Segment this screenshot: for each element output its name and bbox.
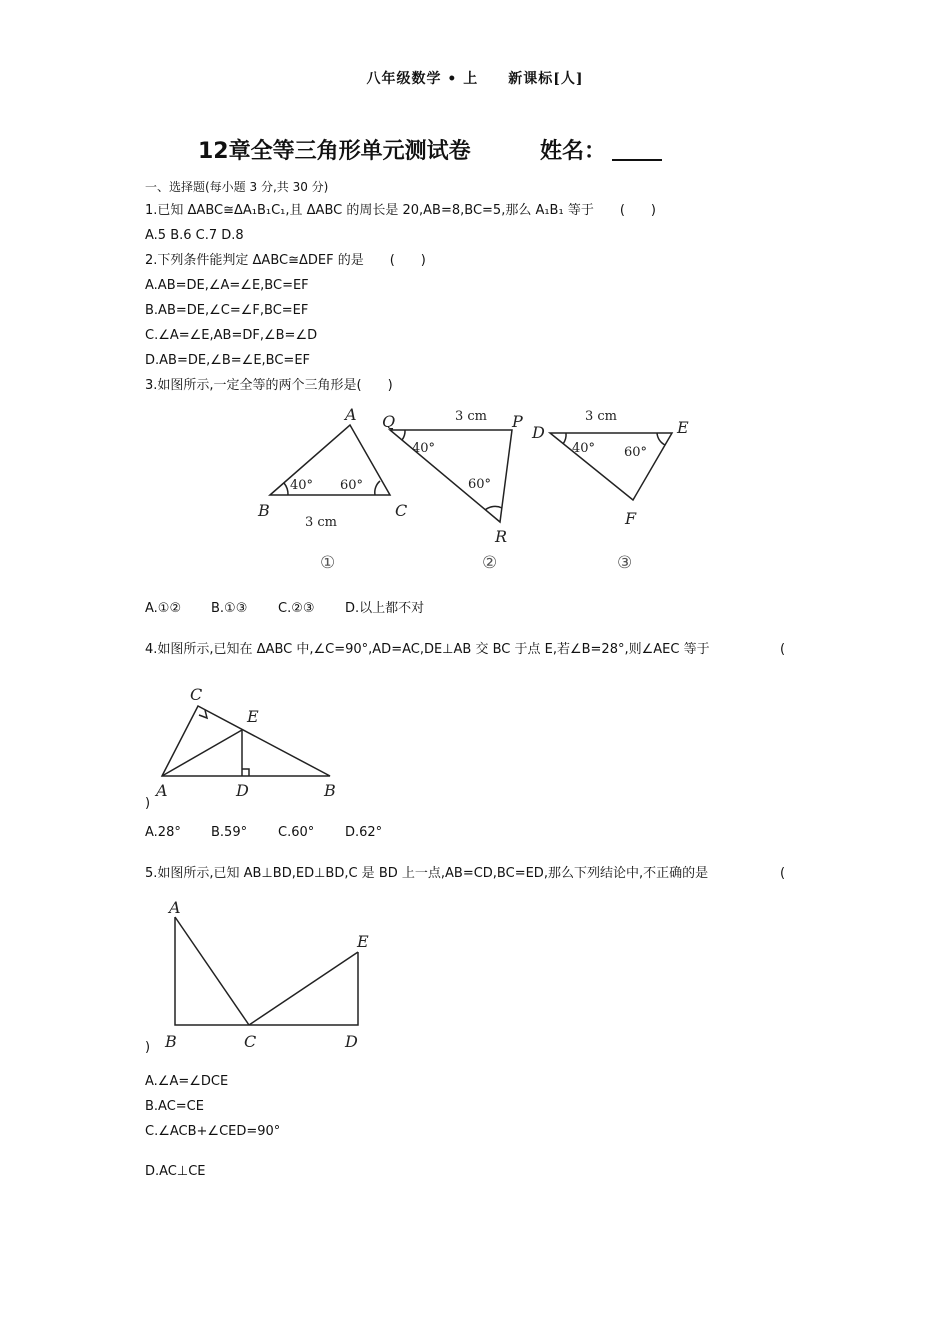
length-3: 3 cm xyxy=(585,409,618,424)
right-angle-c xyxy=(199,710,207,718)
q3-option-a: A.①② xyxy=(145,601,182,616)
q3-option-c: C.②③ xyxy=(278,601,315,616)
segment-ce xyxy=(249,952,358,1025)
angle-60-3: 60° xyxy=(624,445,648,460)
label-q: Q xyxy=(382,412,396,431)
label-b: B xyxy=(258,501,270,520)
q5-option-d: D.AC⊥CE xyxy=(145,1164,206,1179)
label-p: P xyxy=(512,412,523,431)
triangle-abc xyxy=(270,425,390,495)
angle-arc-e xyxy=(657,433,665,445)
label-b: B xyxy=(165,1032,177,1051)
right-angle-d xyxy=(242,769,249,776)
page-title: 12章全等三角形单元测试卷 xyxy=(198,139,471,164)
label-r: R xyxy=(495,527,508,546)
label-a: A xyxy=(169,898,181,917)
q2-stem: 2.下列条件能判定 ΔABC≅ΔDEF 的是 ( ) xyxy=(145,253,426,268)
q4-option-b: B.59° xyxy=(211,825,248,840)
angle-arc-d xyxy=(563,433,566,444)
angle-arc-q xyxy=(402,430,405,440)
q4-paren-close: ) xyxy=(145,796,151,811)
triangle-pqr xyxy=(390,430,512,522)
figure-number-2: ② xyxy=(482,553,498,573)
triangle-abc xyxy=(162,706,330,776)
q1-options: A.5 B.6 C.7 D.8 xyxy=(145,228,244,243)
figure-number-3: ③ xyxy=(617,553,633,573)
q5-paren-close: ) xyxy=(145,1040,151,1055)
angle-60-2: 60° xyxy=(468,477,492,492)
q2-option-d: D.AB=DE,∠B=∠E,BC=EF xyxy=(145,353,311,368)
label-d: D xyxy=(345,1032,358,1051)
angle-40-2: 40° xyxy=(412,441,436,456)
label-e: E xyxy=(247,707,259,726)
q5-option-c: C.∠ACB+∠CED=90° xyxy=(145,1124,281,1139)
q2-option-b: B.AB=DE,∠C=∠F,BC=EF xyxy=(145,303,309,318)
angle-40-1: 40° xyxy=(290,478,314,493)
q3-figure xyxy=(240,400,700,580)
q3-option-d: D.以上都不对 xyxy=(345,601,425,616)
q3-stem: 3.如图所示,一定全等的两个三角形是( ) xyxy=(145,378,393,393)
angle-40-3: 40° xyxy=(572,441,596,456)
label-a: A xyxy=(156,781,168,800)
length-2: 3 cm xyxy=(455,409,488,424)
page-header: 八年级数学 • 上 新课标[人] xyxy=(366,71,584,87)
q4-option-d: D.62° xyxy=(345,825,383,840)
label-c: C xyxy=(190,685,203,704)
q5-paren-open: ( xyxy=(780,866,786,881)
label-c: C xyxy=(244,1032,257,1051)
figure-number-1: ① xyxy=(320,553,336,573)
length-1: 3 cm xyxy=(305,515,338,530)
q3-option-b: B.①③ xyxy=(211,601,248,616)
label-a: A xyxy=(345,405,357,424)
q1-stem: 1.已知 ΔABC≅ΔA₁B₁C₁,且 ΔABC 的周长是 20,AB=8,BC=5,那么 A₁B₁ 等于 ( ) xyxy=(145,203,656,218)
label-c: C xyxy=(395,501,408,520)
angle-arc-r xyxy=(485,506,502,510)
angle-60-1: 60° xyxy=(340,478,364,493)
q4-stem: 4.如图所示,已知在 ΔABC 中,∠C=90°,AD=AC,DE⊥AB 交 BC 于点 E,若∠B=28°,则∠AEC 等于 xyxy=(145,642,710,657)
q5-option-a: A.∠A=∠DCE xyxy=(145,1074,229,1089)
q4-option-c: C.60° xyxy=(278,825,315,840)
q4-figure xyxy=(150,680,350,805)
q2-option-a: A.AB=DE,∠A=∠E,BC=EF xyxy=(145,278,309,293)
label-e: E xyxy=(357,932,369,951)
label-d: D xyxy=(532,423,545,442)
angle-arc-c xyxy=(375,481,380,495)
q5-figure xyxy=(155,895,385,1060)
q4-paren-open: ( xyxy=(780,642,786,657)
name-label: 姓名： xyxy=(540,139,607,164)
triangle-def xyxy=(550,433,672,500)
q2-option-c: C.∠A=∠E,AB=DF,∠B=∠D xyxy=(145,328,318,343)
angle-arc-b xyxy=(284,483,288,495)
label-e: E xyxy=(677,418,689,437)
label-d: D xyxy=(236,781,249,800)
q5-option-b: B.AC=CE xyxy=(145,1099,204,1114)
label-f: F xyxy=(625,509,637,528)
q5-stem: 5.如图所示,已知 AB⊥BD,ED⊥BD,C 是 BD 上一点,AB=CD,BC=ED,那么下列结论中,不正确的是 xyxy=(145,866,709,881)
q4-option-a: A.28° xyxy=(145,825,181,840)
name-blank-line[interactable] xyxy=(612,159,662,161)
label-b: B xyxy=(324,781,336,800)
section-heading: 一、选择题(每小题 3 分,共 30 分) xyxy=(145,180,329,194)
segment-ac xyxy=(175,917,249,1025)
